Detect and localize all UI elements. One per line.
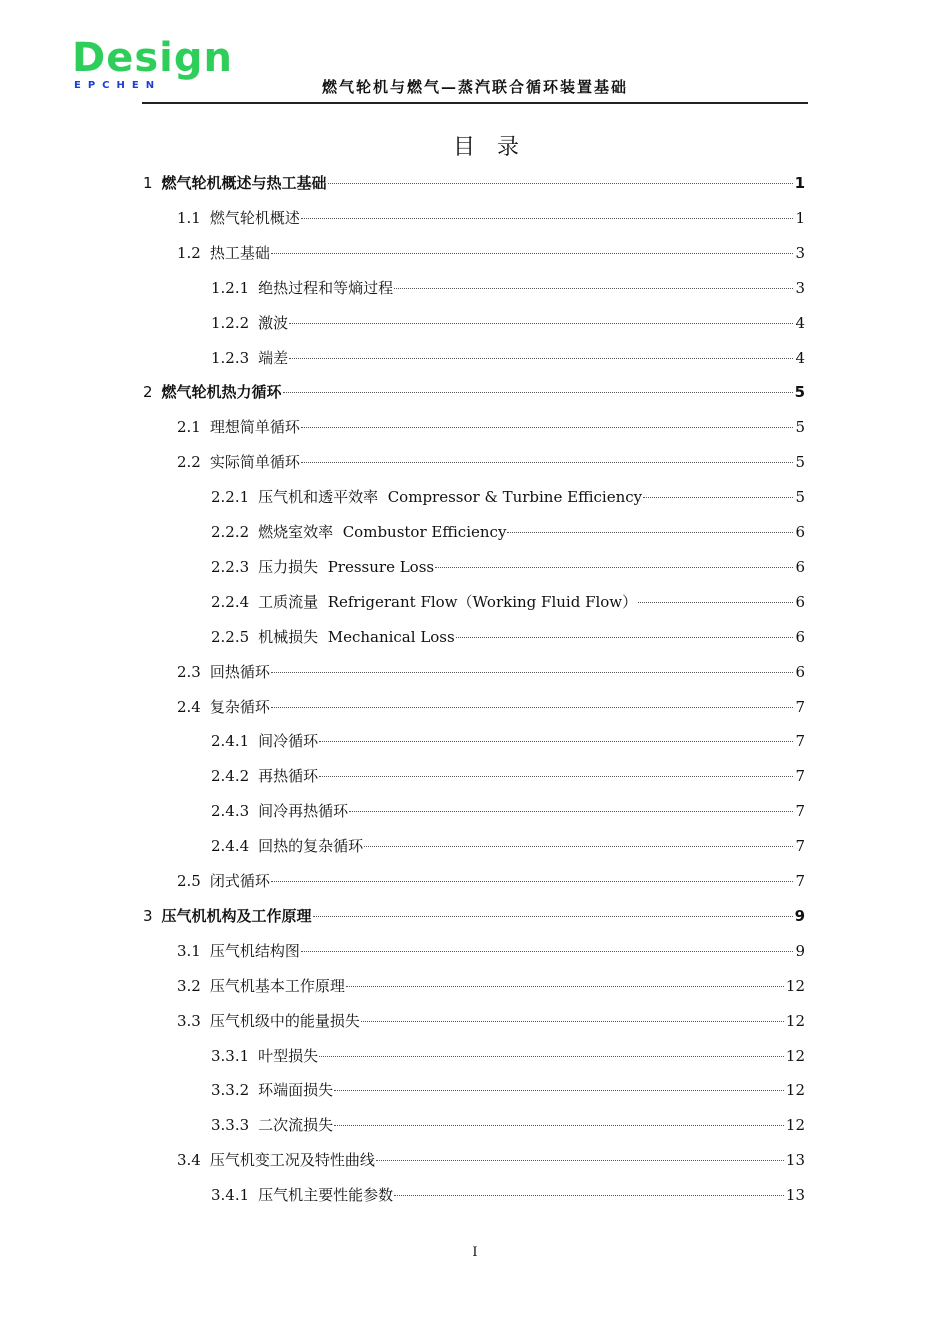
logo-wordmark: Design (72, 35, 233, 81)
toc-entry-page: 13 (785, 1186, 805, 1205)
toc-leader-dots (301, 218, 793, 219)
toc-entry-number: 1.2.2 (211, 313, 250, 332)
toc-entry-number: 3.4.1 (211, 1186, 250, 1205)
toc-entry-page: 7 (795, 732, 805, 751)
toc-entry-page: 12 (785, 1011, 805, 1030)
toc-leader-dots (376, 1160, 784, 1161)
toc-entry-title: 端差 (258, 348, 289, 367)
toc-leader-dots (271, 707, 793, 708)
toc-entry[interactable] (211, 1114, 805, 1148)
toc-leader-dots (301, 427, 793, 428)
toc-entry[interactable] (211, 521, 805, 555)
toc-entry-page: 7 (795, 697, 805, 716)
toc-entry-number: 1.2.1 (211, 278, 250, 297)
toc-leader-dots (319, 776, 793, 777)
toc-entry-title: 机械损失 Mechanical Loss (258, 627, 455, 646)
toc-entry-page: 1 (795, 208, 805, 227)
toc-entry-title: 理想简单循环 (209, 418, 300, 437)
toc-entry[interactable] (211, 1079, 805, 1113)
toc-entry[interactable] (177, 416, 805, 450)
toc-entry[interactable] (177, 451, 805, 485)
toc-entry-number: 2.2 (177, 453, 201, 472)
toc-entry-page: 6 (795, 627, 805, 646)
toc-leader-dots (283, 392, 793, 393)
toc-entry-page: 5 (795, 453, 805, 472)
toc-leader-dots (507, 532, 793, 533)
toc-entry-page: 6 (795, 557, 805, 576)
toc-entry-page: 7 (795, 802, 805, 821)
toc-entry[interactable] (177, 242, 805, 276)
page-number: I (472, 1245, 478, 1260)
toc-entry-number: 2.2.4 (211, 592, 250, 611)
toc-entry[interactable] (211, 1045, 805, 1079)
toc-entry-number: 3.3.3 (211, 1116, 250, 1135)
toc-entry-number: 1 (143, 174, 153, 192)
toc-entry-number: 2 (143, 383, 153, 402)
toc-entry-number: 2.4.1 (211, 732, 250, 751)
toc-entry-title: 燃气轮机热力循环 (161, 383, 282, 402)
toc-leader-dots (334, 1090, 784, 1091)
toc-entry-title: 压气机变工况及特性曲线 (209, 1151, 375, 1170)
toc-entry-page: 3 (795, 278, 805, 297)
toc-entry-page: 3 (795, 243, 805, 262)
toc-entry-number: 3.3.2 (211, 1081, 250, 1100)
toc-entry[interactable] (177, 661, 805, 695)
toc-entry-title: 回热循环 (209, 662, 270, 681)
toc-entry-title: 回热的复杂循环 (258, 837, 364, 856)
toc-leader-dots (271, 253, 793, 254)
toc-entry-page: 7 (795, 767, 805, 786)
toc-entry[interactable] (211, 277, 805, 311)
toc-entry-page: 4 (795, 313, 805, 332)
toc-leader-dots (328, 183, 793, 184)
toc-entry-number: 2.4.2 (211, 767, 250, 786)
toc-entry-title: 二次流损失 (258, 1116, 334, 1135)
toc-entry-number: 2.3 (177, 662, 201, 681)
toc-entry[interactable] (211, 591, 805, 625)
toc-entry-page: 9 (794, 906, 805, 925)
toc-entry-number: 2.2.2 (211, 523, 250, 541)
toc-entry[interactable] (211, 835, 805, 869)
toc-entry-page: 5 (795, 488, 805, 507)
toc-entry-title: 压力损失 Pressure Loss (258, 557, 435, 576)
toc-leader-dots (301, 951, 793, 952)
toc-title: 目录 (452, 135, 541, 160)
toc-entry[interactable] (211, 800, 805, 834)
toc-entry-page: 6 (795, 662, 805, 681)
toc-entry[interactable] (211, 730, 805, 764)
toc-entry-page: 9 (795, 941, 805, 960)
toc-entry[interactable] (211, 347, 805, 381)
toc-entry-number: 2.4.4 (211, 837, 250, 856)
toc-entry[interactable] (211, 486, 805, 520)
logo-subtitle: EPCHEN (74, 80, 162, 91)
toc-entry[interactable] (211, 765, 805, 799)
toc-leader-dots (638, 602, 793, 603)
toc-entry-title: 环端面损失 (258, 1081, 334, 1100)
toc-entry-page: 5 (795, 418, 805, 437)
toc-entry[interactable] (211, 626, 805, 660)
toc-entry-page: 12 (785, 1046, 805, 1065)
toc-leader-dots (394, 288, 793, 289)
toc-entry-number: 2.4 (177, 697, 201, 716)
toc-entry-number: 1.2.3 (211, 348, 250, 367)
toc-entry[interactable] (177, 975, 805, 1009)
toc-entry-title: 热工基础 (209, 243, 270, 262)
toc-entry-number: 2.2.1 (211, 488, 250, 507)
toc-entry-title: 燃气轮机概述与热工基础 (161, 174, 327, 192)
toc-entry-page: 13 (785, 1151, 805, 1170)
toc-entry-title: 绝热过程和等熵过程 (258, 278, 394, 297)
toc-entry[interactable] (211, 312, 805, 346)
toc-leader-dots (349, 811, 793, 812)
toc-entry-title: 激波 (258, 313, 289, 332)
toc-leader-dots (643, 497, 793, 498)
toc-leader-dots (271, 881, 793, 882)
toc-entry-page: 4 (795, 348, 805, 367)
toc-entry[interactable] (177, 1010, 805, 1044)
toc-entry[interactable] (177, 1149, 805, 1183)
toc-entry-title: 再热循环 (258, 767, 319, 786)
toc-entry-title: 间冷循环 (258, 732, 319, 751)
toc-entry-title: 实际简单循环 (209, 453, 300, 472)
toc-entry[interactable] (143, 381, 805, 415)
toc-entry-title: 压气机主要性能参数 (258, 1186, 394, 1205)
toc-entry-number: 2.4.3 (211, 802, 250, 821)
toc-leader-dots (364, 846, 793, 847)
toc-entry-title: 燃烧室效率 Combustor Efficiency (258, 523, 507, 541)
toc-leader-dots (334, 1125, 784, 1126)
toc-entry-page: 6 (795, 592, 805, 611)
toc-leader-dots (289, 358, 793, 359)
toc-leader-dots (394, 1195, 784, 1196)
toc-entry-page: 7 (795, 872, 805, 890)
toc-entry[interactable] (143, 172, 805, 206)
toc-entry-title: 压气机机构及工作原理 (161, 906, 312, 925)
toc-leader-dots (301, 462, 793, 463)
toc-entry[interactable] (211, 556, 805, 590)
toc-entry-title: 压气机结构图 (209, 941, 300, 960)
toc-entry-page: 12 (785, 976, 805, 995)
toc-leader-dots (456, 637, 793, 638)
toc-leader-dots (271, 672, 793, 673)
toc-entry-page: 5 (794, 383, 805, 402)
toc-entry-number: 3.4 (177, 1151, 201, 1170)
toc-entry-title: 压气机和透平效率 Compressor & Turbine Efficiency (258, 488, 643, 507)
toc-entry-number: 3 (143, 906, 153, 925)
toc-entry-page: 6 (795, 523, 805, 541)
toc-entry-title: 压气机基本工作原理 (209, 976, 345, 995)
toc-entry-page: 7 (795, 837, 805, 856)
toc-entry-page: 12 (785, 1116, 805, 1135)
toc-entry-number: 3.3.1 (211, 1046, 250, 1065)
toc-entry-number: 2.1 (177, 418, 201, 437)
header-title: 燃气轮机与燃气—蒸汽联合循环装置基础 (321, 78, 628, 96)
toc-entry-title: 工质流量 Refrigerant Flow（Working Fluid Flow） (258, 592, 638, 611)
toc-entry-number: 2.2.3 (211, 557, 250, 576)
toc-entry-number: 2.5 (177, 872, 201, 890)
toc-leader-dots (346, 986, 784, 987)
toc-entry[interactable] (177, 870, 805, 904)
toc-entry-number: 1.1 (177, 208, 201, 227)
toc-entry-title: 复杂循环 (209, 697, 270, 716)
toc-leader-dots (361, 1021, 784, 1022)
toc-entry-title: 叶型损失 (258, 1046, 319, 1065)
toc-entry[interactable] (177, 696, 805, 730)
toc-entry-title: 闭式循环 (209, 872, 270, 890)
toc-entry-title: 压气机级中的能量损失 (209, 1011, 360, 1030)
toc-entry-page: 12 (785, 1081, 805, 1100)
toc-entry-number: 3.3 (177, 1011, 201, 1030)
toc-entry-number: 1.2 (177, 243, 201, 262)
toc-entry[interactable] (143, 905, 805, 939)
toc-entry-number: 3.2 (177, 976, 201, 995)
toc-leader-dots (319, 741, 793, 742)
toc-leader-dots (313, 916, 793, 917)
toc-entry-number: 2.2.5 (211, 627, 250, 646)
toc-entry[interactable] (211, 1184, 805, 1218)
toc-entry-number: 3.1 (177, 941, 201, 960)
toc-entry-title: 燃气轮机概述 (209, 208, 300, 227)
toc-entry[interactable] (177, 940, 805, 974)
header-rule (142, 102, 808, 104)
toc-entry[interactable] (177, 207, 805, 241)
toc-leader-dots (319, 1056, 784, 1057)
toc-entry-page: 1 (794, 174, 805, 192)
toc-leader-dots (435, 567, 793, 568)
toc-leader-dots (289, 323, 793, 324)
toc-entry-title: 间冷再热循环 (258, 802, 349, 821)
